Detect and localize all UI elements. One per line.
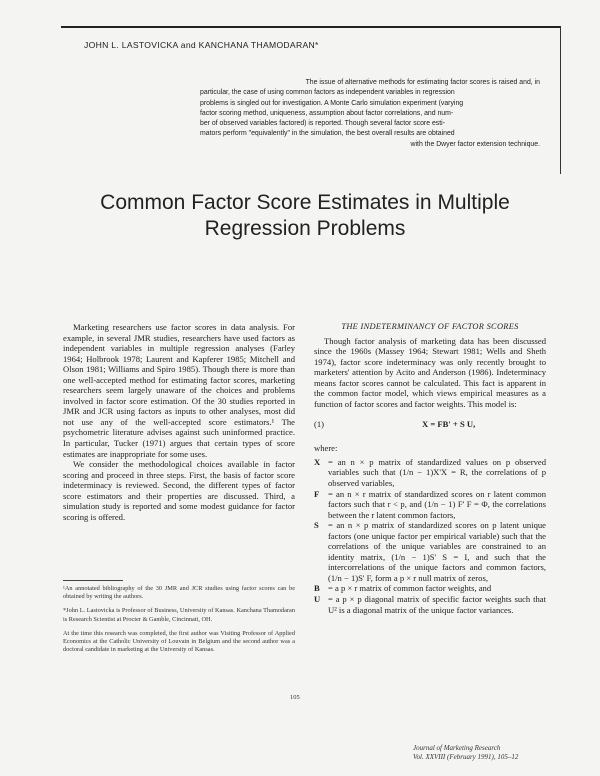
journal-citation xyxy=(413,744,518,762)
journal-volume: Vol. XXVIII (February 1991), 105–12 xyxy=(413,753,519,761)
body-paragraph: Though factor analysis of marketing data has been discussed since the 1960s (Massey 1964; Stewart 1981; Wells and Sheth 1974), factor score indeterminacy was only recently brought to marketers' attention by Acito and Anderson (1986). Indeterminacy means factor scores cannot be calculated. This fact is apparent in the common factor model, which views empirical measures as a function of factor scores and factor weights. This model is: xyxy=(314,335,546,409)
section-heading: THE INDETERMINANCY OF FACTOR SCORES xyxy=(341,322,519,331)
definition-text: = an n × r matrix of standardized scores on r latent common factors such that r < p, and (1/n − 1) F' F = Φ, the correlations between the r latent common factors, xyxy=(328,488,546,520)
definition-symbol: U xyxy=(314,594,321,605)
footnote-divider xyxy=(63,580,123,581)
equation-body: X = FB' + S U, xyxy=(422,419,476,430)
definition-text: = a p × p diagonal matrix of specific factor weights such that U² is a diagonal matrix of the unique factor variances. xyxy=(328,594,546,615)
body-paragraph: We consider the methodological choices available in factor scoring and proceed in three steps. First, the basis of factor score indeterminacy is reviewed. Second, the different types of factor score estimators and their properties are discussed. Third, a simulation study is reported and some modest guidance for factor scoring is offered. xyxy=(63,459,295,522)
body-paragraph: Marketing researchers use factor scores in data analysis. For example, in several JMR studies, researchers have used factors as independent variables in multiple regression analyses (Farley 1964; Holbrook 1978; Laurent and Kapferer 1985; Mitchell and Olson 1981; Williams and Spiro 1985). Though there is more than one well-accepted method for estimating factor scores, marketing researchers seem largely unaware of the choices and problems involved in factor score estimation. Of the 30 studies reported in JMR and JCR using factors as inputs to other analyses, most did not use any of the well-accepted score estimators.¹ The psychometric literature advises against such uninformed practice. In particular, Tucker (1971) argues that certain types of score estimates are inappropriate for some uses. xyxy=(63,322,295,459)
definition-x xyxy=(314,457,546,489)
left-column xyxy=(63,322,295,522)
definition-b xyxy=(314,583,546,594)
definition-symbol: F xyxy=(314,488,320,499)
footnote-author-affiliation: *John L. Lastovicka is Professor of Business, University of Kansas. Kanchana Thamodaran is Research Scientist at Procter & Gamble, Cincinnati, OH. xyxy=(63,607,295,623)
equation-number: (1) xyxy=(314,419,325,430)
definition-s xyxy=(314,520,546,583)
title-line-2: Regression Problems xyxy=(204,217,406,240)
abstract-line: problems is singled out for investigation. A Monte Carlo simulation experiment (varying xyxy=(200,99,464,107)
abstract-line: mators perform "equivalently" in the simulation, the best overall results are obtained xyxy=(200,130,455,138)
abstract-line: factor scoring method, uniqueness, assumption about factor correlations, and num- xyxy=(200,109,454,117)
footnote-author-visiting: At the time this research was completed, the first author was Visiting Professor of Applied Economics at the Catholic University of Louvain in Belgium and the second author was a doctoral candidate in marketing at the University of Kansas. xyxy=(63,629,295,654)
definition-text: = an n × p matrix of standardized scores on p latent unique factors (one unique factor per empirical variable) such that the correlations of the unique variables are constrained to an identity matrix, (1/n − 1)S' S = I, and such that the intercorrelations of the unique factors and common factors, (1/n − 1)S' F, form a p × r null matrix of zeros, xyxy=(328,520,546,583)
abstract xyxy=(200,78,540,150)
definition-symbol: X xyxy=(314,456,321,467)
where-label: where: xyxy=(314,443,338,454)
page-number: 105 xyxy=(290,694,300,701)
paper-title xyxy=(85,190,525,242)
definition-u xyxy=(314,594,546,615)
definition-text: = a p × r matrix of common factor weights, and xyxy=(328,583,492,594)
definition-symbol: B xyxy=(314,583,320,594)
definition-symbol: S xyxy=(314,520,319,531)
right-column xyxy=(314,322,546,615)
abstract-line: ber of observed variables factored) is reported. Though several factor score esti- xyxy=(200,120,445,128)
title-line-1: Common Factor Score Estimates in Multiple xyxy=(100,191,510,214)
abstract-line: The issue of alternative methods for estimating factor scores is raised and, in xyxy=(305,79,540,86)
author-line: JOHN L. LASTOVICKA and KANCHANA THAMODARAN* xyxy=(84,40,319,50)
abstract-line: particular, the case of using common factors as independent variables in regression xyxy=(200,89,455,97)
definition-f xyxy=(314,489,546,521)
equation xyxy=(314,417,546,433)
definition-text: = an n × p matrix of standardized values on p observed variables such that (1/n − 1)X'X = R, the correlations of p observed variables, xyxy=(328,456,546,489)
abstract-line: with the Dwyer factor extension technique. xyxy=(410,140,540,148)
footnotes xyxy=(63,580,295,660)
footnote-1: ¹An annotated bibliography of the 30 JMR and JCR studies using factor scores can be obtained by writing the authors. xyxy=(63,585,295,601)
journal-name: Journal of Marketing Research xyxy=(413,744,501,752)
